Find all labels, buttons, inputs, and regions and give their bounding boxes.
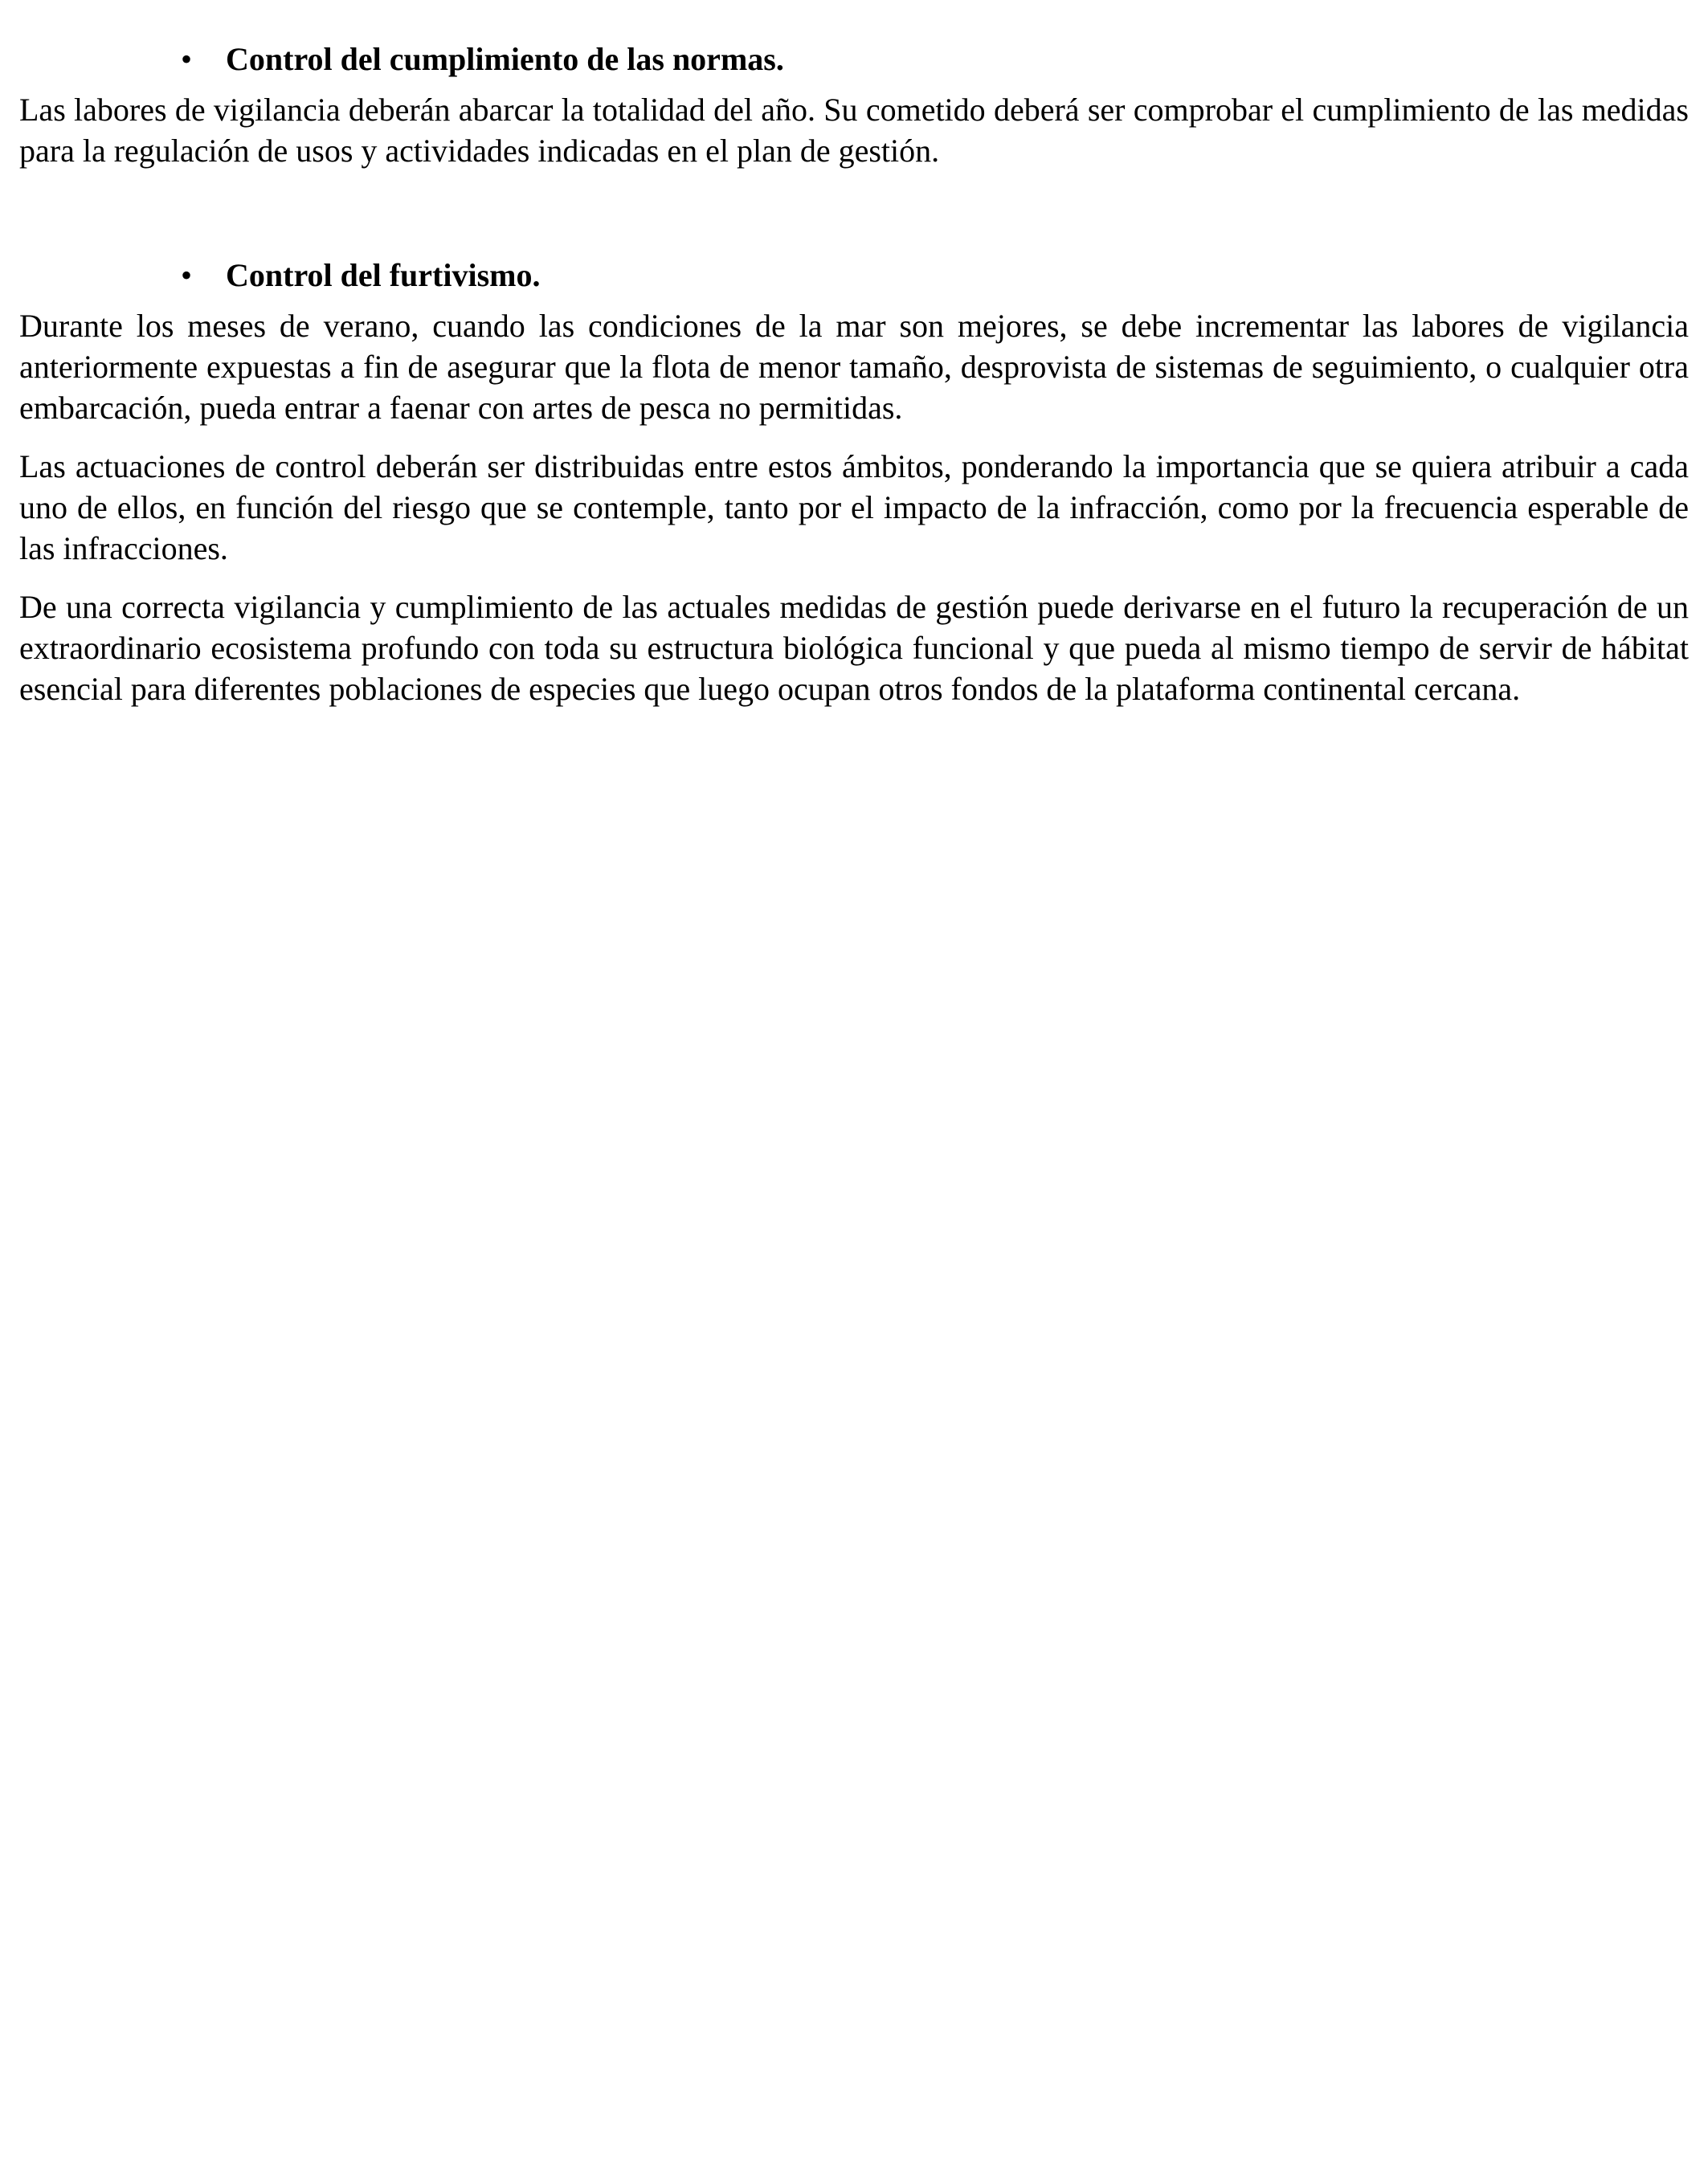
bullet-heading-cumplimiento bbox=[19, 35, 1689, 84]
paragraph: De una correcta vigilancia y cumplimiento de las actuales medidas de gestión puede derivarse en el futuro la recuperación de un extraordinario ecosistema profundo con toda su estructura biológica funcional y que pueda al mismo tiempo de servir de hábitat esencial para diferentes poblaciones de especies que luego ocupan otros fondos de la plataforma continental cercana. bbox=[19, 589, 1689, 707]
bullet-heading-furtivismo bbox=[19, 251, 1689, 300]
paragraph: Durante los meses de verano, cuando las condiciones de la mar son mejores, se debe incrementar las labores de vigilancia anteriormente expuestas a fin de asegurar que la flota de menor tamaño, desprovista de sistemas de seguimiento, o cualquier otra embarcación, pueda entrar a faenar con artes de pesca no permitidas. bbox=[19, 308, 1689, 426]
section-heading: Control del furtivismo. bbox=[226, 257, 541, 293]
section-gap bbox=[19, 189, 1689, 251]
paragraph: Las labores de vigilancia deberán abarcar la totalidad del año. Su cometido deberá ser comprobar el cumplimiento de las medidas para la regulación de usos y actividades indicadas en el plan de gestión. bbox=[19, 92, 1689, 169]
section-heading: Control del cumplimiento de las normas. bbox=[226, 41, 784, 77]
bullet-icon: • bbox=[180, 41, 192, 77]
bullet-icon: • bbox=[180, 257, 192, 293]
document-page bbox=[19, 35, 1689, 727]
paragraph: Las actuaciones de control deberán ser distribuidas entre estos ámbitos, ponderando la importancia que se quiera atribuir a cada uno de ellos, en función del riesgo que se contemple, tanto por el impacto de la infracción, como por la frecuencia esperable de las infracciones. bbox=[19, 448, 1689, 566]
